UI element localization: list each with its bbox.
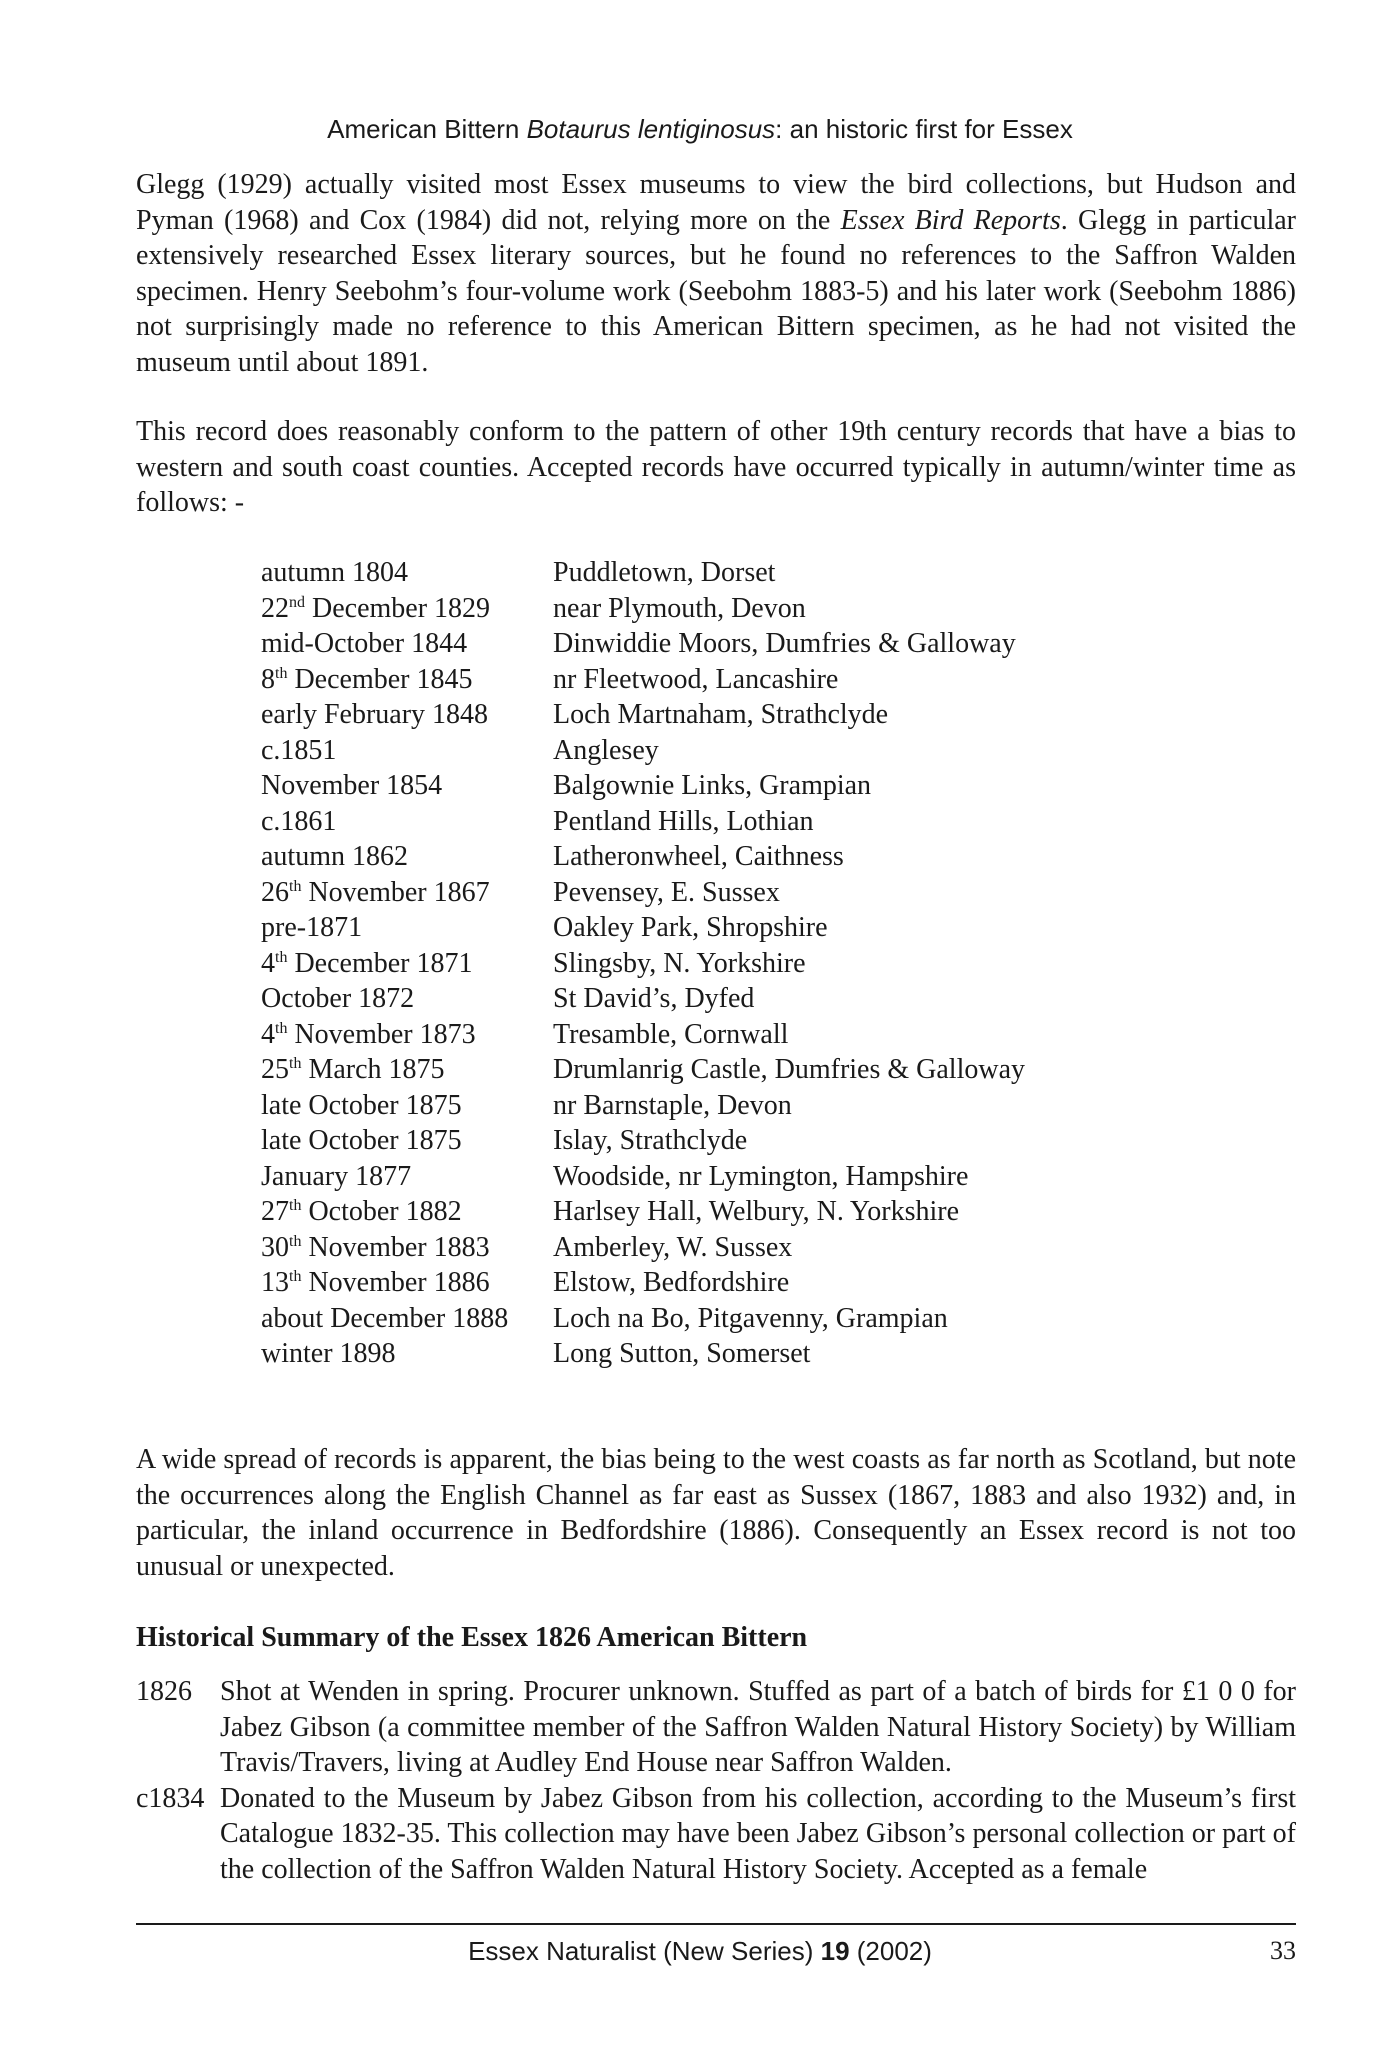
record-date-text: December 1829 (305, 592, 491, 624)
record-date-text: pre-1871 (261, 912, 363, 943)
paragraph-1-text-a: Glegg (1929) actually visited most Essex museums to view the bird collections, but Hudson and Pyman (1968) and Cox (1984) did not, relying more on the (136, 169, 1296, 236)
running-head-suffix: : an historic first for Essex (775, 114, 1073, 144)
record-row (261, 1017, 1025, 1053)
paragraph-3 (136, 1442, 1296, 1584)
record-row (261, 733, 1025, 769)
running-head (0, 114, 1400, 145)
record-row (261, 626, 1025, 662)
record-place: Woodside, nr Lymington, Hampshire (553, 1160, 969, 1192)
record-date (261, 768, 553, 804)
record-date (261, 1265, 553, 1301)
record-place: Oakley Park, Shropshire (553, 912, 828, 943)
record-place: Long Sutton, Somerset (553, 1338, 811, 1369)
record-row (261, 1159, 1025, 1195)
species-name: Botaurus lentiginosus (526, 114, 776, 144)
record-date-text: 8 (261, 663, 275, 695)
record-date (261, 839, 553, 875)
record-date (261, 946, 553, 982)
summary-year: 1826 (136, 1676, 192, 1707)
record-date-text: November 1883 (301, 1231, 490, 1263)
record-row (261, 981, 1025, 1017)
record-place: Slingsby, N. Yorkshire (553, 947, 806, 979)
record-date (261, 1052, 553, 1088)
summary-text: Shot at Wenden in spring. Procurer unknown. Stuffed as part of a batch of birds for £1 0 0 for Jabez Gibson (a committee member of the Saffron Walden Natural History Society) by William Travis/Travers, living at Audley End House near Saffron Walden. (220, 1676, 1296, 1778)
record-row (261, 946, 1025, 982)
paragraph-1-text-b: . Glegg in particular extensively researched Essex literary sources, but he found no references to the Saffron Walden specimen. Henry Seebohm’s four-volume work (Seebohm 1883-5) and his later work (Seebohm 1886) not surprisingly made no reference to this American Bittern specimen, as he had not visited the museum until about 1891. (136, 204, 1296, 378)
record-place: Islay, Strathclyde (553, 1125, 748, 1156)
page-number: 33 (1270, 1936, 1296, 1965)
record-date (261, 1123, 553, 1159)
paragraph-2 (136, 414, 1296, 521)
record-date-text: 4 (261, 1018, 275, 1050)
record-place: Loch na Bo, Pitgavenny, Grampian (553, 1302, 948, 1334)
record-date (261, 1017, 553, 1053)
record-date-text: 30 (261, 1231, 289, 1263)
record-date (261, 1159, 553, 1195)
historical-summary (136, 1674, 1296, 1887)
record-date-text: October 1882 (301, 1196, 462, 1227)
record-row (261, 662, 1025, 698)
record-place: near Plymouth, Devon (553, 592, 806, 624)
record-date (261, 1336, 553, 1372)
record-date (261, 626, 553, 662)
section-title: Historical Summary of the Essex 1826 American Bittern (136, 1622, 808, 1653)
record-date-text: 4 (261, 947, 275, 979)
ordinal-suffix: th (289, 1197, 302, 1214)
record-date-text: 22 (261, 592, 289, 624)
record-date-text: 13 (261, 1267, 289, 1298)
footer-volume: 19 (820, 1936, 850, 1966)
record-row (261, 1123, 1025, 1159)
record-date-text: early February 1848 (261, 699, 489, 730)
record-date-text: November 1886 (301, 1267, 490, 1298)
ordinal-suffix: th (275, 1019, 288, 1037)
record-place: Balgownie Links, Grampian (553, 770, 872, 801)
record-place: Drumlanrig Castle, Dumfries & Galloway (553, 1054, 1026, 1085)
ordinal-suffix: nd (289, 593, 305, 611)
footer-rule (136, 1923, 1296, 1925)
record-row (261, 768, 1025, 804)
record-place: Harlsey Hall, Welbury, N. Yorkshire (553, 1196, 960, 1227)
ordinal-suffix: th (275, 948, 288, 966)
paragraph-1 (136, 167, 1296, 380)
record-date (261, 875, 553, 911)
record-date-text: 26 (261, 876, 289, 908)
record-place: Pevensey, E. Sussex (553, 876, 780, 908)
record-row (261, 1052, 1025, 1088)
record-date (261, 1194, 553, 1230)
record-row (261, 591, 1025, 627)
record-date (261, 697, 553, 733)
footer-year: (2002) (849, 1936, 932, 1966)
record-row (261, 1336, 1025, 1372)
record-place: nr Barnstaple, Devon (553, 1089, 792, 1121)
record-row (261, 875, 1025, 911)
summary-entry (136, 1674, 1296, 1781)
record-date-text: late October 1875 (261, 1125, 462, 1156)
record-date (261, 555, 553, 591)
record-row (261, 804, 1025, 840)
record-row (261, 697, 1025, 733)
record-place: Amberley, W. Sussex (553, 1231, 793, 1263)
record-row (261, 1301, 1025, 1337)
record-date (261, 1088, 553, 1124)
summary-year: c1834 (136, 1782, 205, 1814)
record-date-text: December 1871 (287, 947, 473, 979)
paragraph-3-text: A wide spread of records is apparent, the bias being to the west coasts as far north as Scotland, but note the occurrences along the English Channel as far east as Sussex (1867, 1883 and also 1932) and, in particular, the inland occurrence in Bedfordshire (1886). Consequently an Essex record is not too unusual or unexpected. (136, 1444, 1296, 1582)
record-place: Pentland Hills, Lothian (553, 805, 814, 837)
record-date-text: autumn 1804 (261, 557, 408, 588)
record-date-text: winter 1898 (261, 1338, 396, 1369)
record-date (261, 662, 553, 698)
record-place: St David’s, Dyfed (553, 983, 755, 1014)
records-list (261, 555, 1025, 1372)
record-place: Anglesey (553, 734, 659, 766)
record-date (261, 804, 553, 840)
ordinal-suffix: th (289, 1232, 302, 1250)
record-date (261, 1230, 553, 1266)
record-row (261, 839, 1025, 875)
paragraph-2-text: This record does reasonably conform to the pattern of other 19th century records that have a bias to western and south coast counties. Accepted records have occurred typically in autumn/winter time as follows: - (136, 416, 1296, 518)
record-date-text: 25 (261, 1054, 289, 1085)
record-date (261, 733, 553, 769)
summary-text: Donated to the Museum by Jabez Gibson from his collection, according to the Museum’s first Catalogue 1832-35. This collection may have been Jabez Gibson’s personal collection or part of the collection of the Saffron Walden Natural History Society. Accepted as a female (220, 1782, 1296, 1885)
record-date (261, 910, 553, 946)
record-date-text: December 1845 (287, 663, 473, 695)
record-date-text: November 1867 (301, 876, 490, 908)
record-date-text: March 1875 (301, 1054, 445, 1085)
running-head-prefix: American Bittern (327, 114, 527, 144)
ordinal-suffix: th (289, 1055, 302, 1072)
record-date-text: about December 1888 (261, 1302, 509, 1334)
ordinal-suffix: th (275, 664, 288, 682)
record-date-text: c.1861 (261, 805, 337, 837)
record-date-text: mid-October 1844 (261, 628, 468, 659)
record-date-text: October 1872 (261, 983, 415, 1014)
record-date-text: autumn 1862 (261, 841, 408, 872)
record-place: Latheronwheel, Caithness (553, 841, 844, 872)
ordinal-suffix: th (289, 877, 302, 895)
record-date-text: late October 1875 (261, 1089, 462, 1121)
record-place: Tresamble, Cornwall (553, 1018, 789, 1050)
record-place: Loch Martnaham, Strathclyde (553, 699, 889, 730)
record-date (261, 981, 553, 1017)
footer-journal-name: Essex Naturalist (New Series) (468, 1936, 821, 1966)
record-date-text: c.1851 (261, 734, 337, 766)
summary-entry (136, 1781, 1296, 1888)
record-place: Puddletown, Dorset (553, 557, 776, 588)
ordinal-suffix: th (289, 1268, 302, 1285)
record-date (261, 591, 553, 627)
record-date-text: November 1854 (261, 770, 443, 801)
record-date-text: 27 (261, 1196, 289, 1227)
record-place: Dinwiddie Moors, Dumfries & Galloway (553, 628, 1016, 659)
record-row (261, 910, 1025, 946)
footer-journal (0, 1936, 1400, 1967)
record-date-text: November 1873 (287, 1018, 476, 1050)
record-row (261, 555, 1025, 591)
record-date (261, 1301, 553, 1337)
record-date-text: January 1877 (261, 1160, 412, 1192)
record-place: Elstow, Bedfordshire (553, 1267, 790, 1298)
record-place: nr Fleetwood, Lancashire (553, 663, 839, 695)
essex-bird-reports-title: Essex Bird Reports (840, 204, 1061, 236)
record-row (261, 1230, 1025, 1266)
record-row (261, 1088, 1025, 1124)
record-row (261, 1194, 1025, 1230)
record-row (261, 1265, 1025, 1301)
